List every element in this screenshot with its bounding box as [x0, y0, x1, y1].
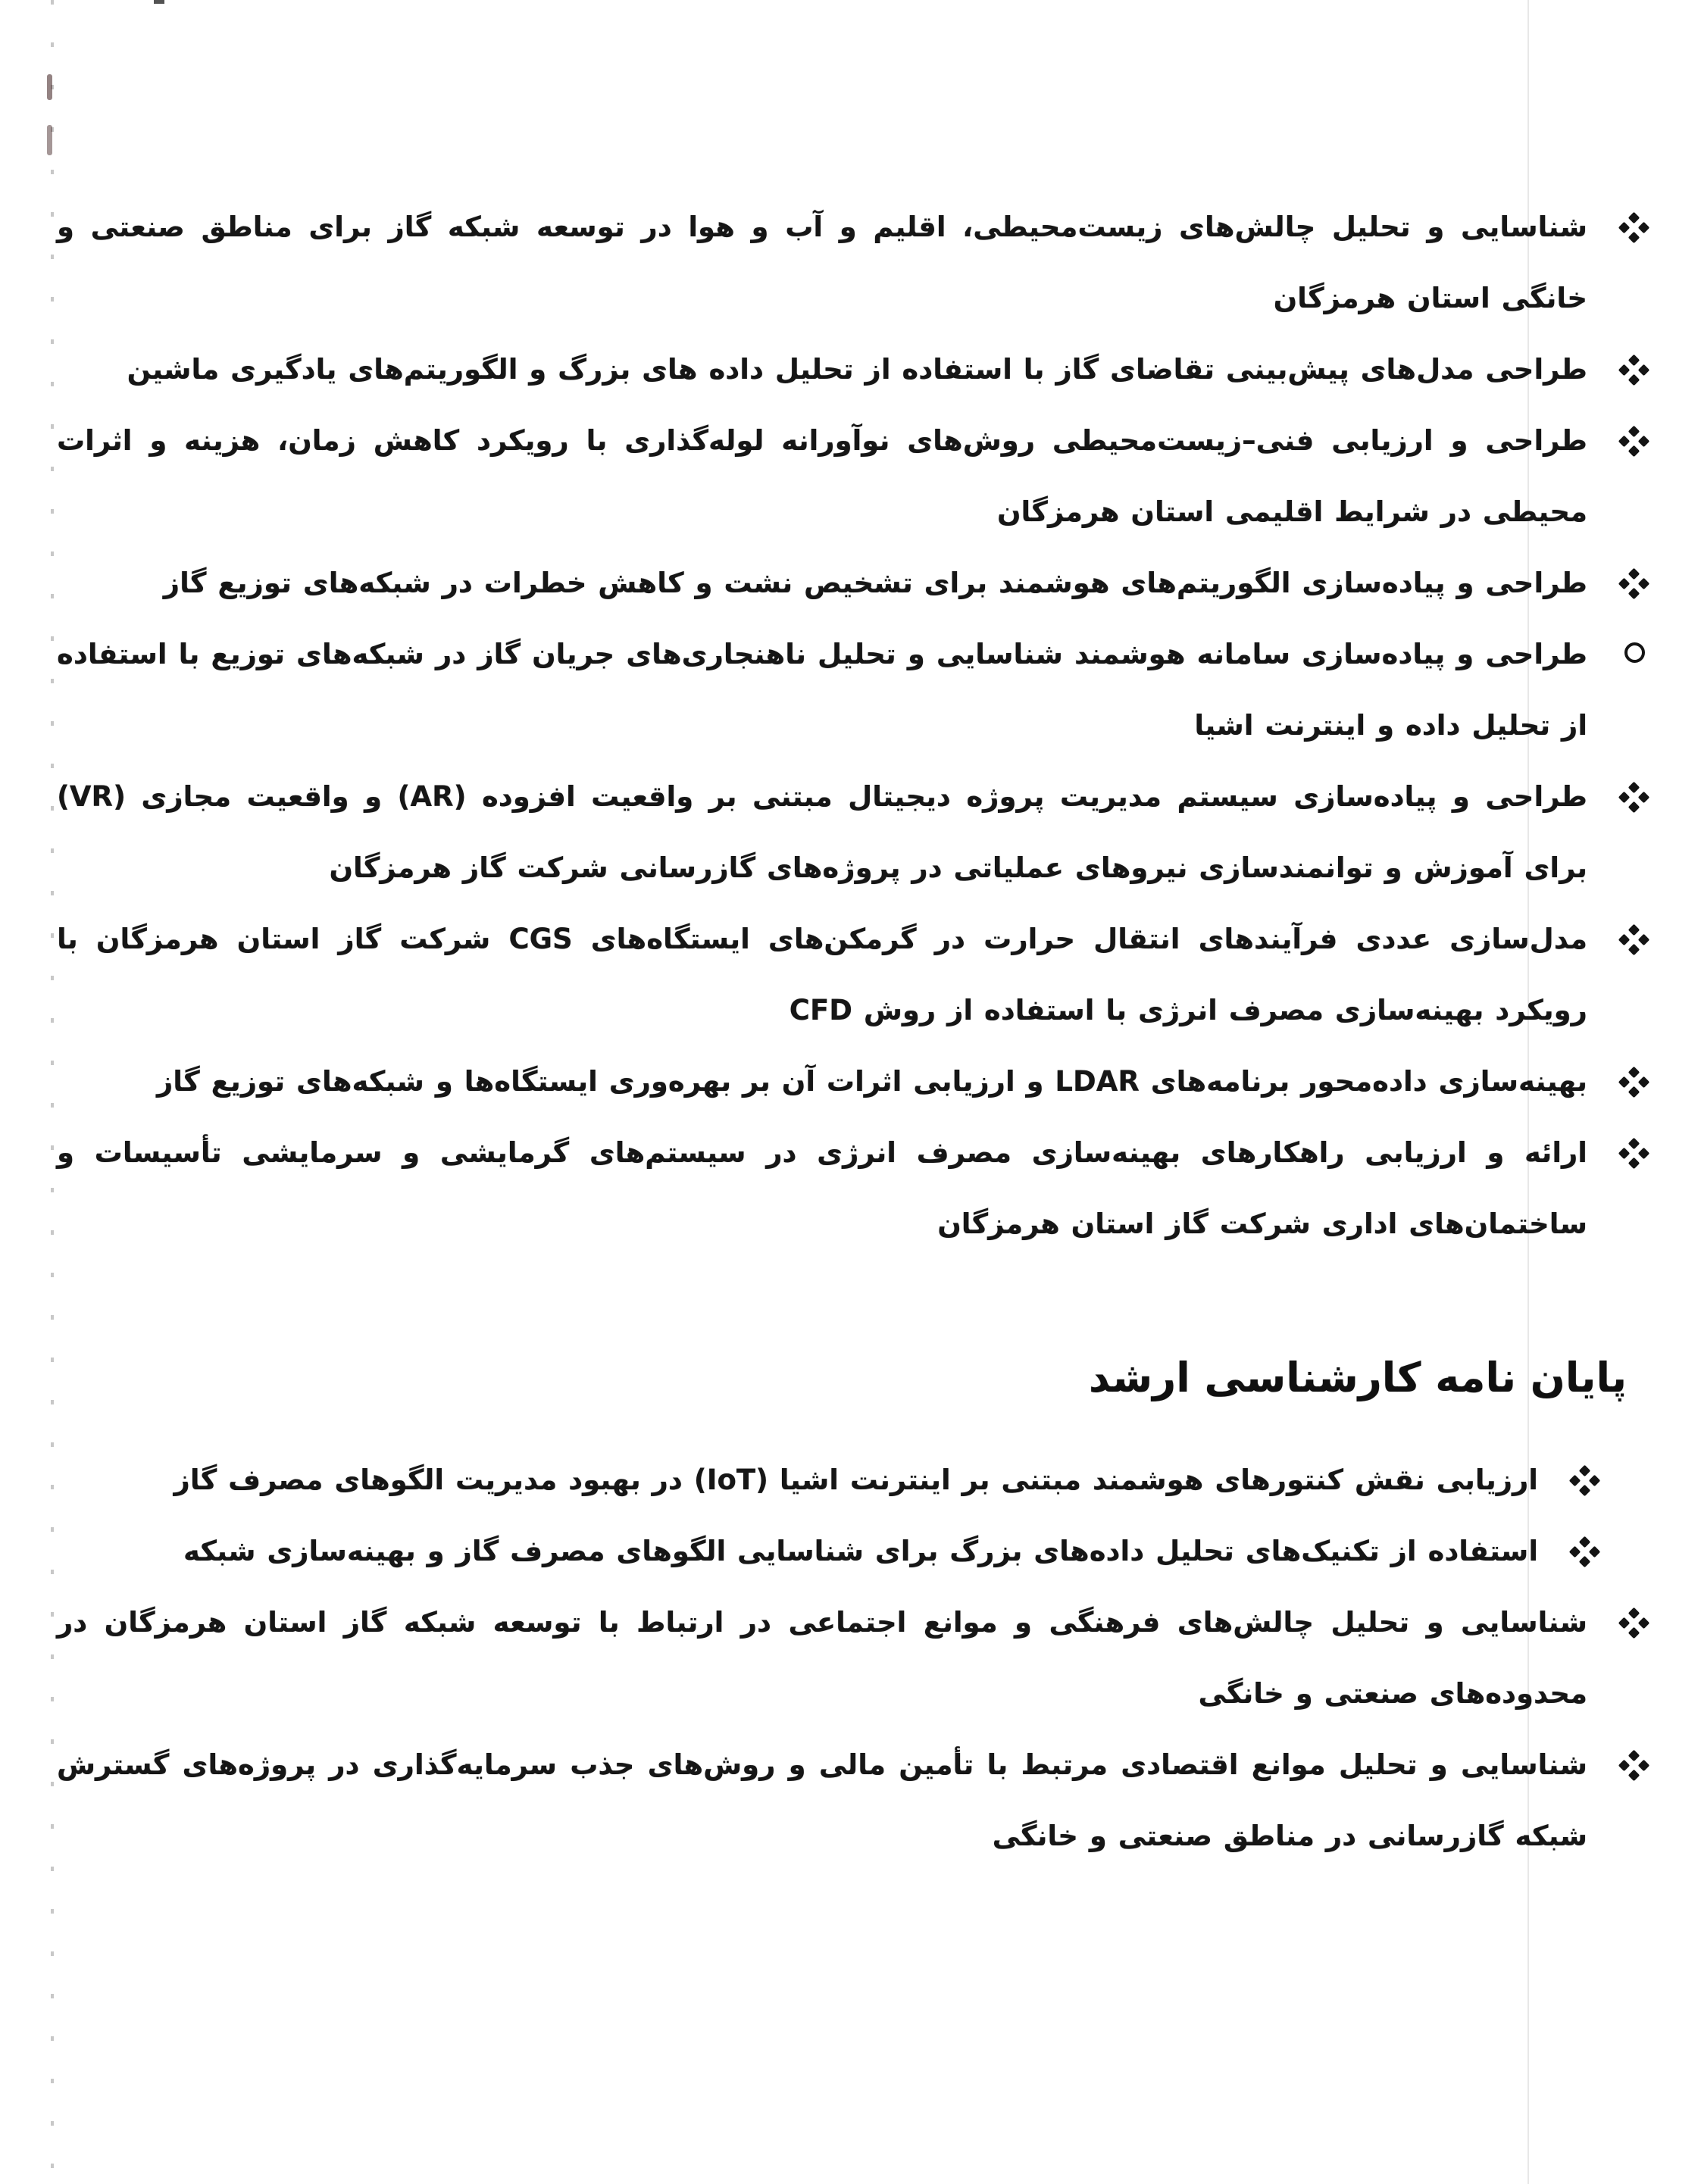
- list-item-text: ارائه و ارزیابی راهکارهای بهینه‌سازی مصرف انرژی در سیستم‌های گرمایشی و سرمایشی تأسیسات و ساختمان‌های اداری شرکت گاز استان هرمزگان: [57, 1136, 1587, 1240]
- list-item: [57, 1445, 1627, 1516]
- list-item: [57, 1729, 1676, 1872]
- list-item: [57, 548, 1676, 619]
- list-item-text: شناسایی و تحلیل موانع اقتصادی مرتبط با تأمین مالی و روش‌های جذب سرمایه‌گذاری در پروژه‌های گسترش شبکه گازرسانی در مناطق صنعتی و خانگی: [57, 1748, 1587, 1852]
- scan-edge-smudge: [47, 74, 52, 100]
- four-diamonds-bullet-icon: [1571, 1467, 1598, 1494]
- four-diamonds-bullet-icon: [1620, 570, 1647, 597]
- four-diamonds-bullet-icon: [1620, 1751, 1647, 1779]
- four-diamonds-bullet-icon: [1620, 783, 1647, 811]
- circle-bullet-icon: [1624, 642, 1645, 663]
- list-item-text: مدل‌سازی عددی فرآیندهای انتقال حرارت در گرمکن‌های ایستگاه‌های CGS شرکت گاز استان هرمزگان با رویکرد بهینه‌سازی مصرف انرژی با استفاده از روش CFD: [57, 923, 1587, 1026]
- list-item: [57, 1117, 1676, 1260]
- list-item: [57, 1046, 1676, 1117]
- list-item-text: طراحی و پیاده‌سازی الگوریتم‌های هوشمند برای تشخیص نشت و کاهش خطرات در شبکه‌های توزیع گاز: [163, 567, 1587, 599]
- list-item: [57, 619, 1676, 761]
- list-item: [57, 761, 1676, 904]
- document-body: [57, 192, 1676, 1872]
- scan-fold-dotted-line: [51, 0, 54, 2184]
- list-item-text: طراحی مدل‌های پیش‌بینی تقاضای گاز با استفاده از تحلیل داده های بزرگ و الگوریتم‌های یادگیری ماشین: [127, 353, 1587, 386]
- four-diamonds-bullet-icon: [1620, 427, 1647, 455]
- list-item: [57, 1516, 1627, 1587]
- list-item-text: طراحی و پیاده‌سازی سیستم مدیریت پروژه دیجیتال مبتنی بر واقعیت افزوده (AR) و واقعیت مجازی (VR) برای آموزش و توانمندسازی نیروهای عملیاتی در پروژه‌های گازرسانی شرکت گاز هرمزگان: [57, 780, 1587, 884]
- four-diamonds-bullet-icon: [1571, 1538, 1598, 1565]
- list-item-text: ارزیابی نقش کنتورهای هوشمند مبتنی بر اینترنت اشیا (IoT) در بهبود مدیریت الگوهای مصرف گاز: [174, 1464, 1538, 1496]
- four-diamonds-bullet-icon: [1620, 356, 1647, 383]
- list-item-text: بهینه‌سازی داده‌محور برنامه‌های LDAR و ارزیابی اثرات آن بر بهره‌وری ایستگاه‌ها و شبکه‌های توزیع گاز: [157, 1065, 1587, 1098]
- list-item: [57, 405, 1676, 548]
- four-diamonds-bullet-icon: [1620, 926, 1647, 953]
- list-item-text: طراحی و ارزیابی فنی–زیست‌محیطی روش‌های نوآورانه لوله‌گذاری با رویکرد کاهش زمان، هزینه و اثرات محیطی در شرایط اقلیمی استان هرمزگان: [57, 424, 1587, 528]
- list-item: [57, 334, 1676, 405]
- list-item: [57, 1587, 1676, 1729]
- list-item: [57, 904, 1676, 1046]
- four-diamonds-bullet-icon: [1620, 1139, 1647, 1167]
- list-item-text: استفاده از تکنیک‌های تحلیل داده‌های بزرگ برای شناسایی الگوهای مصرف گاز و بهینه‌سازی شبکه: [183, 1535, 1538, 1567]
- list-item-text: شناسایی و تحلیل چالش‌های زیست‌محیطی، اقلیم و آب و هوا در توسعه شبکه گاز برای مناطق صنعتی و خانگی استان هرمزگان: [57, 211, 1587, 314]
- list-item-text: شناسایی و تحلیل چالش‌های فرهنگی و موانع اجتماعی در ارتباط با توسعه شبکه گاز استان هرمزگان در محدوده‌های صنعتی و خانگی: [57, 1606, 1587, 1710]
- four-diamonds-bullet-icon: [1620, 1068, 1647, 1095]
- four-diamonds-bullet-icon: [1620, 214, 1647, 241]
- four-diamonds-bullet-icon: [1620, 1609, 1647, 1636]
- scan-edge-smudge: [47, 125, 52, 155]
- scan-edge-mark: [154, 0, 164, 4]
- section-heading-masters-thesis: پایان نامه کارشناسی ارشد: [1088, 1354, 1627, 1401]
- list-item: [57, 192, 1676, 334]
- list-item-text: طراحی و پیاده‌سازی سامانه هوشمند شناسایی و تحلیل ناهنجاری‌های جریان گاز در شبکه‌های توزیع با استفاده از تحلیل داده و اینترنت اشیا: [57, 638, 1587, 742]
